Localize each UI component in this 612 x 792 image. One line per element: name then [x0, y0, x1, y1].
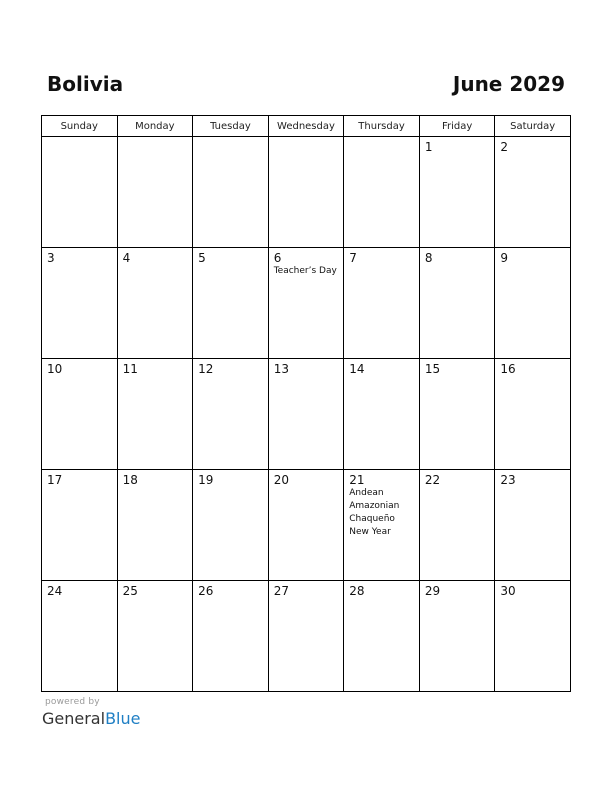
day-cell: [193, 470, 269, 581]
day-number: 22: [424, 473, 441, 487]
day-cell: [419, 137, 495, 248]
day-cell: [268, 359, 344, 470]
day-cell: [344, 248, 420, 359]
weekday-friday: Friday: [419, 116, 495, 137]
day-number: 3: [47, 251, 55, 265]
day-number: 28: [349, 584, 365, 598]
day-cell: [344, 470, 420, 581]
generalblue-logo[interactable]: [42, 708, 140, 730]
day-number: 4: [122, 251, 131, 265]
day-cell: [495, 248, 571, 359]
day-cell: [419, 359, 495, 470]
holiday-label: Andean Amazonian Chaqueño New Year: [349, 488, 400, 537]
calendar-week-row: [42, 248, 571, 359]
country-title: Bolivia: [47, 72, 124, 96]
day-cell: [193, 359, 269, 470]
day-number: 11: [122, 362, 138, 376]
brand-blue-text: Blue: [105, 709, 141, 728]
day-cell: [495, 359, 571, 470]
day-number: 16: [500, 362, 516, 376]
day-cell: [117, 581, 193, 692]
weekday-saturday: Saturday: [495, 116, 571, 137]
calendar-week-row: [42, 137, 571, 248]
day-cell: [495, 470, 571, 581]
brand-general-text: General: [42, 709, 106, 728]
weekday-monday: Monday: [117, 116, 193, 137]
weekday-header-row: [42, 116, 571, 137]
day-cell: [344, 359, 420, 470]
calendar-week-row: [42, 359, 571, 470]
day-number: 12: [198, 362, 214, 376]
day-number: 6: [273, 251, 282, 265]
weekday-sunday: Sunday: [42, 116, 118, 137]
empty-day-cell: [268, 137, 344, 248]
day-number: 9: [500, 251, 509, 265]
weekday-thursday: Thursday: [344, 116, 420, 137]
day-cell: [193, 248, 269, 359]
day-cell: [495, 581, 571, 692]
calendar-grid: [41, 115, 571, 692]
day-cell: [42, 359, 118, 470]
empty-day-cell: [117, 137, 193, 248]
day-number: 26: [198, 584, 214, 598]
day-cell: [42, 581, 118, 692]
day-cell: [419, 470, 495, 581]
day-number: 29: [424, 584, 441, 598]
weekday-tuesday: Tuesday: [193, 116, 269, 137]
day-cell: [117, 359, 193, 470]
day-cell: [193, 581, 269, 692]
weekday-wednesday: Wednesday: [268, 116, 344, 137]
empty-day-cell: [193, 137, 269, 248]
footer-branding: [42, 697, 140, 730]
powered-by-label: powered by: [45, 697, 100, 707]
calendar-week-row: [42, 470, 571, 581]
day-cell: [117, 470, 193, 581]
day-number: 2: [500, 140, 509, 154]
day-number: 14: [349, 362, 365, 376]
day-cell: [117, 248, 193, 359]
day-number: 8: [424, 251, 433, 265]
day-cell: [42, 470, 118, 581]
day-number: 1: [424, 140, 433, 154]
day-number: 30: [500, 584, 516, 598]
calendar-week-row: [42, 581, 571, 692]
empty-day-cell: [42, 137, 118, 248]
day-cell: [268, 581, 344, 692]
day-number: 7: [349, 251, 357, 265]
day-cell: [419, 248, 495, 359]
day-number: 10: [47, 362, 63, 376]
day-number: 18: [122, 473, 138, 487]
day-number: 25: [122, 584, 138, 598]
day-number: 13: [273, 362, 289, 376]
day-cell: [344, 581, 420, 692]
month-year-title: June 2029: [452, 72, 565, 96]
day-cell: [42, 248, 118, 359]
day-cell: [268, 470, 344, 581]
day-cell: [495, 137, 571, 248]
day-number: 21: [349, 473, 365, 487]
day-cell: [419, 581, 495, 692]
day-number: 17: [47, 473, 63, 487]
day-number: 19: [198, 473, 214, 487]
empty-day-cell: [344, 137, 420, 248]
day-number: 15: [424, 362, 441, 376]
day-number: 23: [500, 473, 516, 487]
day-cell: [268, 248, 344, 359]
day-number: 24: [47, 584, 63, 598]
day-number: 20: [273, 473, 289, 487]
holiday-label: Teacher’s Day: [273, 266, 337, 276]
day-number: 5: [198, 251, 206, 265]
day-number: 27: [273, 584, 289, 598]
